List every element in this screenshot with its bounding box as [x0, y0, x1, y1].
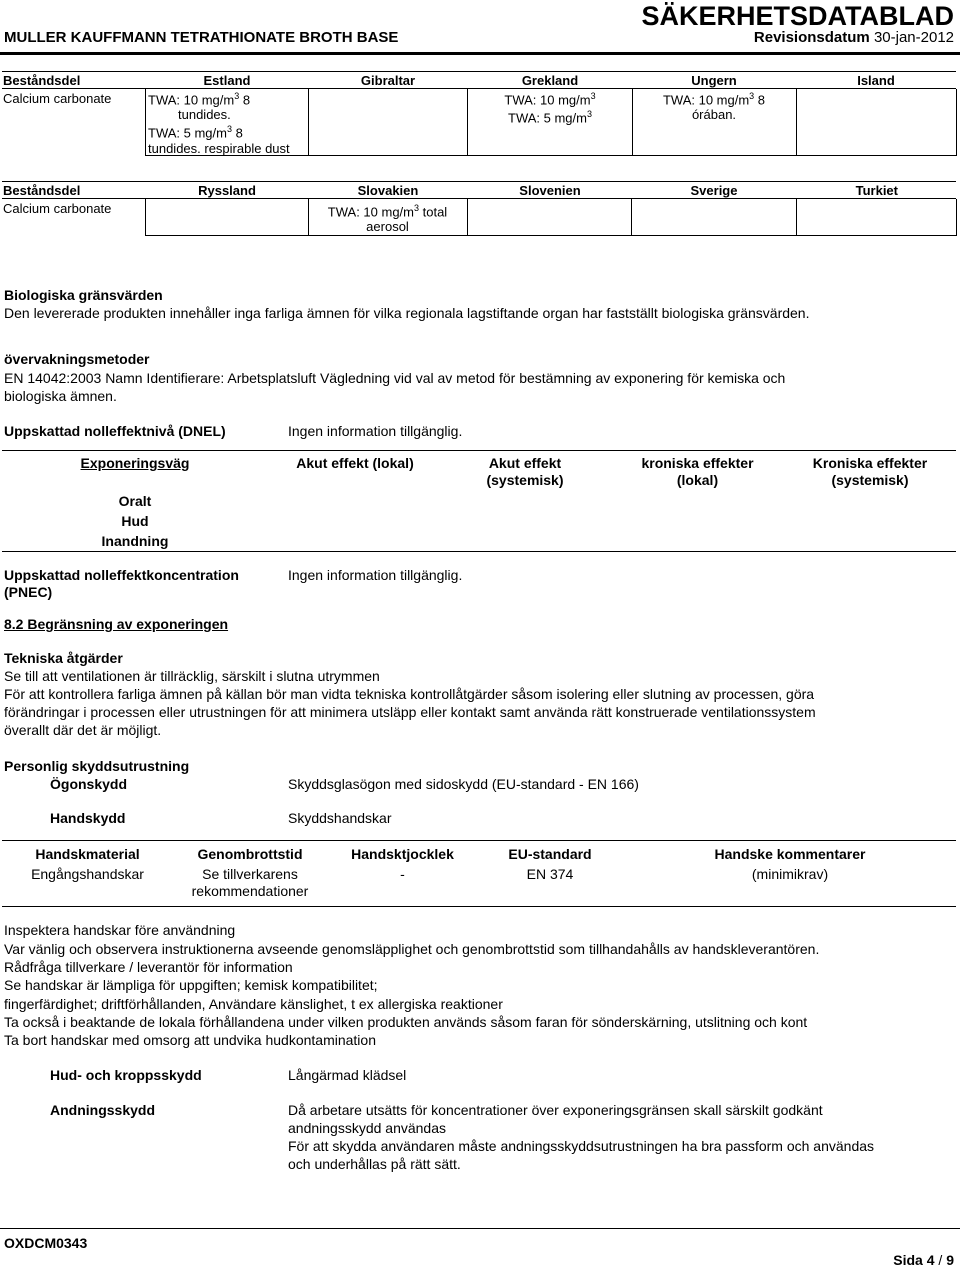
section-8-2-heading: 8.2 Begränsning av exponeringen: [4, 616, 229, 632]
estland-text-3: TWA: 5 mg/m: [148, 125, 227, 141]
table1-component-header: Beståndsdel: [3, 73, 81, 88]
glove-header-thickness: Handsktjocklek: [351, 846, 454, 862]
estland-line-4: tundides. respirable dust: [148, 140, 290, 156]
chronic-local-line-1: kroniska effekter: [641, 455, 754, 471]
ungern-text-1: TWA: 10 mg/m: [662, 92, 750, 108]
bio-heading: Biologiska gränsvärden: [4, 287, 163, 303]
table2-header-slovenien: Slovenien: [519, 183, 581, 198]
hand-protection-value: Skyddshandskar: [288, 810, 392, 826]
table2-top-rule: [2, 181, 956, 182]
table2-component: Calcium carbonate: [3, 201, 112, 216]
ungern-line-1: [632, 89, 796, 107]
table1-cell-island: [797, 89, 957, 156]
glove-note-2: Var vänlig och observera instruktionerna avseende genomsläpplighet och genombrottstid som tillhandahålls av handskleverantören.: [4, 941, 820, 957]
table1-header-gibraltar: Gibraltar: [360, 73, 416, 88]
respiratory-line-3: För att skydda användaren måste andningsskyddsutrustningen ha bra passform och användas: [288, 1138, 875, 1154]
pnec-value: Ingen information tillgänglig.: [288, 567, 463, 583]
technical-line-1: Se till att ventilationen är tillräcklig, särskilt i slutna utrymmen: [4, 668, 380, 684]
eye-protection-value: Skyddsglasögon med sidoskydd (EU-standard - EN 166): [288, 776, 639, 792]
table1-cell-ungern: [632, 89, 797, 156]
grekland-sup-2: 3: [586, 109, 592, 120]
technical-line-3: förändringar i processen eller utrustningen för att minimera utsläpp eller kontakt samt använda rätt konstruerade ventilationssystem: [4, 704, 816, 720]
table2-header-turkiet: Turkiet: [855, 183, 898, 198]
glove-table-top-rule: [2, 840, 956, 841]
glove-header-standard: EU-standard: [508, 846, 592, 862]
product-name: MULLER KAUFFMANN TETRATHIONATE BROTH BASE: [4, 29, 399, 46]
dnel-header-acute-systemic: [450, 455, 600, 489]
respiratory-label: Andningsskydd: [50, 1102, 156, 1118]
footer-rule: [0, 1228, 960, 1229]
page-total: 9: [946, 1252, 954, 1268]
estland-sup-3: 3: [226, 124, 232, 135]
chronic-systemic-line-1: Kroniska effekter: [812, 455, 928, 471]
ungern-text-1b: 8: [754, 92, 766, 108]
page-indicator: [893, 1252, 954, 1269]
technical-heading: Tekniska åtgärder: [4, 650, 123, 666]
estland-text-1: TWA: 10 mg/m: [148, 92, 235, 108]
glove-note-4: Se handskar är lämpliga för uppgiften; kemisk kompatibilitet;: [4, 977, 378, 993]
glove-comment: (minimikrav): [751, 866, 829, 882]
technical-line-4: överallt där det är möjligt.: [4, 722, 162, 738]
dnel-route-header: Exponeringsväg: [80, 455, 190, 471]
dnel-header-chronic-systemic: [790, 455, 950, 489]
estland-line-3: [146, 122, 308, 140]
slovakien-line-2: aerosol: [366, 219, 409, 235]
page-label: Sida: [893, 1252, 923, 1268]
page-separator: /: [938, 1252, 943, 1268]
table2-header-sverige: Sverige: [690, 183, 738, 198]
estland-text-1b: 8: [239, 92, 251, 108]
glove-note-1: Inspektera handskar före användning: [4, 922, 236, 938]
grekland-text-1: TWA: 10 mg/m: [504, 92, 591, 108]
grekland-line-1: [468, 89, 632, 107]
glove-note-3: Rådfråga tillverkare / leverantör för information: [4, 959, 293, 975]
dnel-route-skin: Hud: [121, 513, 149, 529]
slovakien-text-1: TWA: 10 mg/m: [327, 204, 414, 220]
respiratory-line-1: Då arbetare utsätts för koncentrationer över exponeringsgränsen skall särskilt godkänt: [288, 1102, 823, 1118]
ungern-sup-1: 3: [749, 91, 755, 101]
ungern-line-2: órában.: [691, 107, 737, 123]
glove-breakthrough-line-2: rekommendationer: [191, 883, 309, 899]
body-protection-value: Långärmad klädsel: [288, 1067, 407, 1083]
dnel-table-top-rule: [2, 450, 956, 451]
page-current: 4: [926, 1252, 935, 1268]
table2-cell-slovenien: [468, 199, 632, 236]
glove-header-comments: Handske kommentarer: [714, 846, 866, 862]
technical-line-2: För att kontrollera farliga ämnen på källan bör man vidta tekniska kontrollåtgärder såsom isolering eller slutning av processen, göra: [4, 686, 815, 702]
slovakien-sup-1: 3: [414, 203, 420, 213]
table2-cell-slovakien: [308, 199, 468, 236]
monitoring-line-1: EN 14042:2003 Namn Identifierare: Arbetsplatsluft Vägledning vid val av metod för bestämning av exponering för kemiska och: [4, 370, 786, 386]
pnec-label-line-2: (PNEC): [4, 584, 53, 600]
dnel-label: Uppskattad nolleffektnivå (DNEL): [4, 423, 226, 439]
glove-header-material: Handskmaterial: [35, 846, 140, 862]
table1-cell-gibraltar: [307, 89, 467, 156]
dnel-header-acute-local: Akut effekt (lokal): [296, 455, 414, 471]
hand-protection-label: Handskydd: [50, 810, 126, 826]
respiratory-line-2: andningsskydd användas: [288, 1120, 447, 1136]
table2-cell-turkiet: [797, 199, 957, 236]
revision-info: [754, 29, 954, 47]
table2-header-slovakien: Slovakien: [357, 183, 419, 198]
table1-top-rule: [2, 71, 956, 72]
table1-header-estland: Estland: [203, 73, 251, 88]
revision-date: 30-jan-2012: [873, 29, 954, 46]
table2-component-header: Beståndsdel: [3, 183, 81, 198]
estland-text-3b: 8: [231, 125, 243, 141]
table2-cell-ryssland: [145, 199, 309, 236]
dnel-table-bottom-rule: [2, 551, 956, 552]
monitoring-line-2: biologiska ämnen.: [4, 388, 117, 404]
estland-line-1: [146, 89, 308, 107]
slovakien-text-1b: total: [419, 204, 448, 220]
grekland-sup-1: 3: [590, 91, 596, 101]
dnel-route-inhalation: Inandning: [101, 533, 169, 549]
table1-component: Calcium carbonate: [3, 91, 112, 106]
glove-note-5: fingerfärdighet; driftförhållanden, Användare känslighet, t ex allergiska reaktioner: [4, 996, 503, 1012]
glove-header-breakthrough: Genombrottstid: [197, 846, 303, 862]
grekland-line-2: [468, 107, 632, 125]
slovakien-line-1: [308, 199, 467, 219]
chronic-systemic-line-2: (systemisk): [831, 472, 909, 488]
pnec-label-line-1: Uppskattad nolleffektkoncentration: [4, 567, 239, 583]
chronic-local-line-2: (lokal): [676, 472, 719, 488]
table2-cell-sverige: [632, 199, 797, 236]
glove-breakthrough-line-1: Se tillverkarens: [202, 866, 298, 882]
document-title: SÄKERHETSDATABLAD: [641, 1, 954, 31]
glove-standard: EN 374: [526, 866, 574, 882]
bio-text: Den levererade produkten innehåller inga farliga ämnen för vilka regionala lagstiftande organ har fastställt biologiska gränsvärden.: [4, 305, 810, 321]
table2-header-ryssland: Ryssland: [198, 183, 256, 198]
table1-header-island: Island: [857, 73, 895, 88]
pnec-label: [4, 567, 239, 601]
glove-breakthrough: [170, 866, 330, 900]
estland-line-2: tundides.: [178, 107, 231, 123]
table1-cell-estland: [145, 89, 309, 156]
glove-thickness: -: [400, 866, 405, 882]
acute-systemic-line-2: (systemisk): [486, 472, 564, 488]
estland-sup-1: 3: [234, 91, 240, 101]
table1-header-ungern: Ungern: [691, 73, 737, 88]
dnel-header-chronic-local: [615, 455, 780, 489]
body-protection-label: Hud- och kroppsskydd: [50, 1067, 202, 1083]
table1-cell-grekland: [467, 89, 633, 156]
monitoring-heading: övervakningsmetoder: [4, 351, 150, 367]
dnel-value: Ingen information tillgänglig.: [288, 423, 463, 439]
ppe-heading: Personlig skyddsutrustning: [4, 758, 190, 774]
glove-note-7: Ta bort handskar med omsorg att undvika hudkontamination: [4, 1032, 376, 1048]
glove-note-6: Ta också i beaktande de lokala förhållandena under vilken produkten används såsom faran för sönderskärning, utslitning och kont: [4, 1014, 808, 1030]
acute-systemic-line-1: Akut effekt: [488, 455, 562, 471]
respiratory-line-4: och underhållas på rätt sätt.: [288, 1156, 461, 1172]
glove-table-bottom-rule: [2, 906, 956, 907]
header-rule: [0, 52, 960, 55]
glove-material: Engångshandskar: [31, 866, 144, 882]
table1-header-grekland: Grekland: [521, 73, 579, 88]
revision-label: Revisionsdatum: [753, 29, 870, 46]
dnel-route-oral: Oralt: [118, 493, 152, 509]
document-code: OXDCM0343: [4, 1235, 88, 1251]
grekland-text-2: TWA: 5 mg/m: [508, 110, 587, 126]
eye-protection-label: Ögonskydd: [50, 776, 128, 792]
